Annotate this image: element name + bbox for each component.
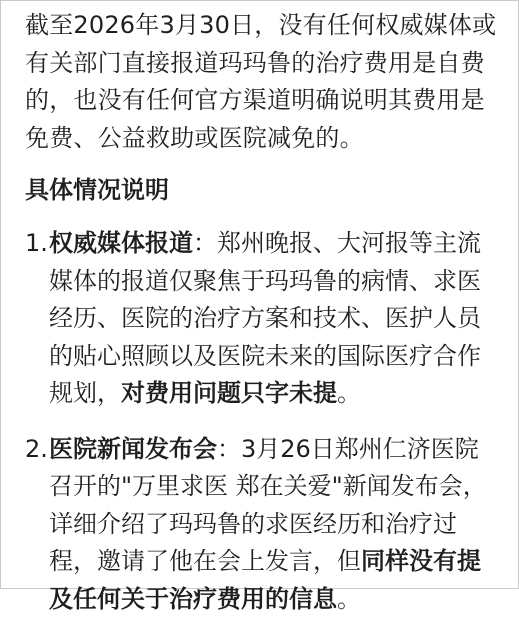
list-item-title: 医院新闻发布会 <box>49 434 217 463</box>
list-item-body: ：郑州晚报、大河报等主流媒体的报道仅聚焦于玛玛鲁的病情、求医经历、医院的治疗方案和技术、医护人员的贴心照顾以及医院未来的国际医疗合作规划， <box>49 229 481 407</box>
list-item <box>25 431 501 619</box>
details-list <box>25 225 501 618</box>
list-item-emphasis: 同样没有提及任何关于治疗费用的信息 <box>49 547 481 613</box>
list-item-body: ：3月26日郑州仁济医院召开的"万里求医 郑在关爱"新闻发布会，详细介绍了玛玛鲁的求医经历和治疗过程，邀请了他在会上发言，但 <box>49 434 487 575</box>
answer-content <box>25 7 501 636</box>
list-item-tail: 。 <box>337 379 361 407</box>
list-item-tail: 。 <box>337 584 361 613</box>
section-heading: 具体情况说明 <box>25 176 169 204</box>
intro-paragraph: 截至2026年3月30日，没有任何权威媒体或有关部门直接报道玛玛鲁的治疗费用是自费的，也没有任何官方渠道明确说明其费用是免费、公益救助或医院减免的。 <box>25 11 497 152</box>
list-item-title: 权威媒体报道 <box>49 229 193 257</box>
list-item-number: 2. <box>25 434 48 463</box>
list-item-emphasis: 对费用问题只字未提 <box>121 379 337 407</box>
list-item-number: 1. <box>25 229 48 257</box>
list-item <box>25 225 501 413</box>
